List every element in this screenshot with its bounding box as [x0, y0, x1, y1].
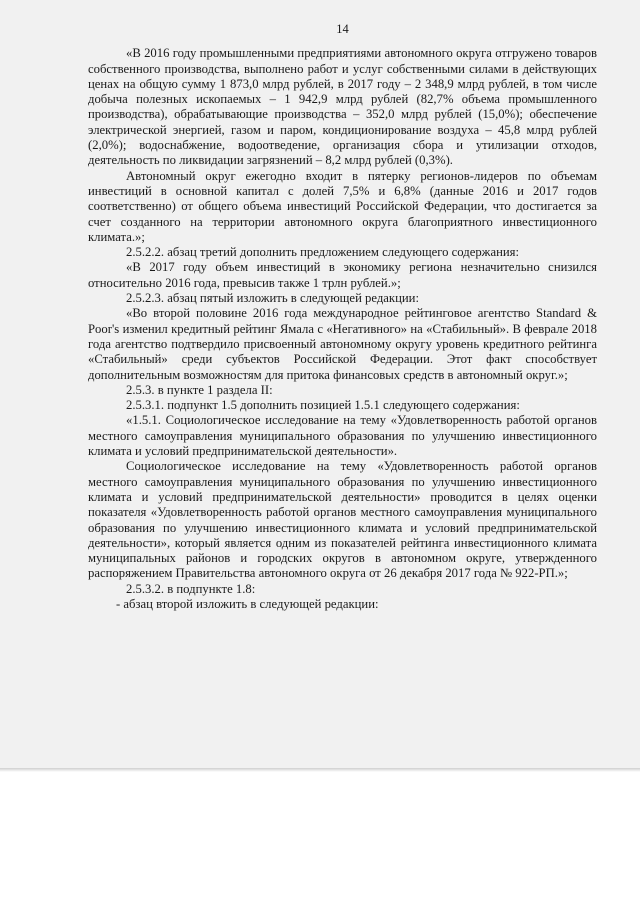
paragraph-amendment-2-5-3-2: 2.5.3.2. в подпункте 1.8:	[126, 581, 256, 596]
paragraph-amendment-2-5-2-2: 2.5.2.2. абзац третий дополнить предложением следующего содержания:	[126, 245, 520, 260]
paragraph-second-abzac: - абзац второй изложить в следующей редакции:	[116, 596, 379, 611]
paragraph-industrial-output: «В 2016 году промышленными предприятиями автономного округа отгружено товаров собственного производства, выполнено работ и услуг собственными силами в действующих ценах на общую сумму 1 873,0 млрд рублей, в 2017 году – 2 348,9 млрд рублей, в том числе добыча полезных ископаемых – 1 942,9 млрд рублей (82,7% объема промышленного производства), обрабатывающие производства – 352,0 млрд рублей (15,0%); обеспечение электрической энергией, газом и паром, кондиционирование воздуха – 45,8 млрд рублей (2,0%); водоснабжение, водоотведение, организация сбора и утилизации отходов, деятельность по ликвидации загрязнений – 8,2 млрд рублей (0,3%).	[88, 46, 597, 168]
document-page	[88, 22, 597, 612]
paragraph-credit-rating: «Во второй половине 2016 года международное рейтинговое агентство Standard & Poor's изменил кредитный рейтинг Ямала с «Негативного» на «Стабильный». В феврале 2018 года агентство подтвердило присвоенный автономному округу уровень кредитного рейтинга «Стабильный» среди субъектов Российской Федерации. Этот факт способствует дополнительным возможностям для притока финансовых средств в автономный округ.»;	[88, 306, 597, 382]
paragraph-investment-2017: «В 2017 году объем инвестиций в экономику региона незначительно снизился относительно 2016 года, превысив также 1 трлн рублей.»;	[88, 260, 597, 290]
scan-edge	[0, 768, 640, 772]
paragraph-sociological-study: Социологическое исследование на тему «Удовлетворенность работой органов местного самоуправления муниципального образования по улучшению инвестиционного климата и условий предпринимательской деятельности» проводится в целях оценки показателя «Удовлетворенность работой органов местного самоуправления муниципального образования по улучшению инвестиционного климата и условий предпринимательской деятельности», который является одним из показателей рейтинга инвестиционного климата муниципальных районов и городских округов в автономном округе, утвержденного распоряжением Правительства автономного округа от 26 декабря 2017 года № 922-РП.»;	[88, 459, 597, 581]
paragraph-item-1-5-1: «1.5.1. Социологическое исследование на тему «Удовлетворенность работой органов местного самоуправления муниципального образования по улучшению инвестиционного климата и условий предпринимательской деятельности».	[88, 413, 597, 459]
paragraph-investment-leaders: Автономный округ ежегодно входит в пятерку регионов-лидеров по объемам инвестиций в основной капитал с долей 7,5% и 6,8% (данные 2016 и 2017 годов соответственно) от общего объема инвестиций Российской Федерации, что достигается за счет созданного на территории автономного округа благоприятного инвестиционного климата.»;	[88, 168, 597, 244]
paragraph-amendment-2-5-2-3: 2.5.2.3. абзац пятый изложить в следующей редакции:	[126, 291, 419, 306]
paragraph-amendment-2-5-3-1: 2.5.3.1. подпункт 1.5 дополнить позицией 1.5.1 следующего содержания:	[126, 398, 520, 413]
paragraph-amendment-2-5-3: 2.5.3. в пункте 1 раздела II:	[126, 382, 273, 397]
page-number: 14	[336, 22, 349, 36]
